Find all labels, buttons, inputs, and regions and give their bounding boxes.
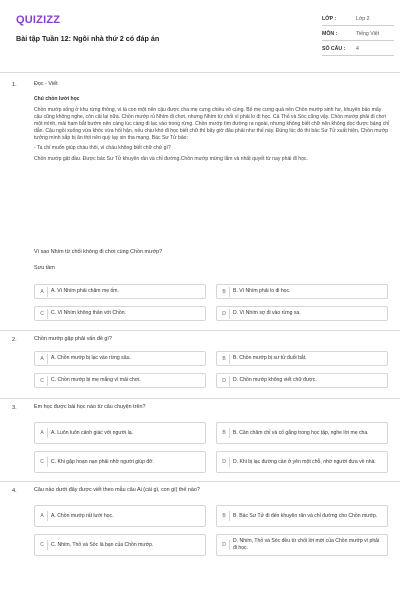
passage-paragraph: Chồn mướp sống ở khu rừng thông, vì là con một nên cậu được cha mẹ cưng chiều vô cùng. Bố mẹ cưng quá nên Chồn mướp sinh hư, khuyên bảo mấy cậu cũng không nghe, còn cãi lại nữa. Chồn mướp rủ Nhím đi chơi, nhưng Nhím từ chối vì phải lo đi học. Cả Thỏ và Sóc cũng vậy. Chồn mướp phải đi chơi một mình, mải ham bắt bướm nên càng lúc càng đi lạc vào trong rừng. Chồn mướp tìm đường ra ngoài, nhưng không biết chữ nên không đọc được bảng chỉ dẫn. Cậu ngồi xuống vừa khóc vừa hối hận, nếu chịu khó đi học biết chữ thì bây giờ đâu phải như thế này. Đúng lúc đó thì bác Sư Tử xuất hiện, Chồn mướp tưởng mình sắp bị ăn thịt nên quỳ lạy xin tha mạng. Bác Sư Tử bảo: xyxy=(34,106,390,141)
option-letter: A xyxy=(37,511,48,521)
option-letter: C xyxy=(37,457,48,467)
option-letter: A xyxy=(37,354,48,364)
question-divider xyxy=(0,398,400,399)
question-number: 4. xyxy=(12,488,17,494)
question-text: Chồn mướp gặp phải vấn đề gì? xyxy=(34,336,112,342)
meta-table xyxy=(322,12,394,62)
option-letter: D xyxy=(219,540,230,550)
question-number: 1. xyxy=(12,82,17,88)
option-text: B. Chồn mướp bị sư tử đuổi bắt. xyxy=(233,355,307,362)
option-text: B. Bác Sư Tử đi đến khuyên răn và chỉ đường cho Chồn mướp. xyxy=(233,512,378,519)
option-letter: D xyxy=(219,376,230,386)
option-letter: C xyxy=(37,376,48,386)
option-letter: A xyxy=(37,287,48,297)
option-text: A. Luôn luôn cảnh giác với người lạ. xyxy=(51,429,134,436)
option-text: D. Chồn mướp không viết chữ được. xyxy=(233,377,317,384)
question-text: Vì sao Nhím từ chối không đi chơi cùng Chồn mướp? xyxy=(34,249,163,255)
answer-option[interactable] xyxy=(34,373,206,388)
answer-option[interactable] xyxy=(34,451,206,473)
answer-option[interactable] xyxy=(34,422,206,444)
answer-option[interactable] xyxy=(34,351,206,366)
passage-title: Chú chồn lười học xyxy=(34,96,80,102)
answer-option[interactable] xyxy=(216,306,388,321)
quizizz-logo: QUIZIZZ xyxy=(16,14,61,26)
option-letter: D xyxy=(219,309,230,319)
answer-option[interactable] xyxy=(34,505,206,527)
option-letter: B xyxy=(219,428,230,438)
meta-count-key: SỐ CÂU : xyxy=(322,46,346,52)
answer-option[interactable] xyxy=(216,351,388,366)
answer-option[interactable] xyxy=(216,373,388,388)
answer-option[interactable] xyxy=(216,284,388,299)
meta-divider xyxy=(322,25,394,26)
option-text: C. Vì Nhím không thân với Chồn. xyxy=(51,310,126,317)
option-letter: C xyxy=(37,309,48,319)
worksheet-header xyxy=(0,0,400,64)
answer-option[interactable] xyxy=(216,422,388,444)
meta-subject-value: Tiếng Việt xyxy=(356,31,380,37)
question-source: Sưu tầm xyxy=(34,265,55,271)
answer-option[interactable] xyxy=(216,505,388,527)
option-letter: A xyxy=(37,428,48,438)
option-text: D. Khi bị lạc đường cần ở yên một chỗ, nhờ người đưa về nhà. xyxy=(233,458,376,465)
answer-option[interactable] xyxy=(216,451,388,473)
meta-class-key: LỚP : xyxy=(322,16,337,22)
option-text: B. Vì Nhím phải lo đi học. xyxy=(233,288,291,295)
answer-option[interactable] xyxy=(216,534,388,556)
passage-paragraph: - Ta chỉ muốn giúp cháu thôi, vì cháu không biết chữ chứ gì? xyxy=(34,145,171,152)
question-number: 2. xyxy=(12,337,17,343)
question-label: Đọc - Viết xyxy=(34,81,58,87)
option-letter: D xyxy=(219,457,230,467)
reading-passage xyxy=(34,96,390,167)
worksheet-title: Bài tập Tuần 12: Ngôi nhà thứ 2 có đáp án xyxy=(16,34,160,43)
question-text: Em học được bài học nào từ câu chuyện trên? xyxy=(34,404,146,410)
meta-count-value: 4 xyxy=(356,46,359,52)
option-text: D. Vì Nhím sợ đi vào rừng xa. xyxy=(233,310,301,317)
question-text: Câu nào dưới đây được viết theo mẫu câu Ai (cái gì, con gì) thế nào? xyxy=(34,487,200,493)
option-text: A. Chồn mướp rất lười học. xyxy=(51,512,114,519)
question-divider xyxy=(0,330,400,331)
option-text: C. Chồn mướp bị mẹ mắng vì mải chơi. xyxy=(51,377,141,384)
option-text: A. Vì Nhím phải chăm mẹ ốm. xyxy=(51,288,119,295)
option-letter: C xyxy=(37,540,48,550)
answer-option[interactable] xyxy=(34,306,206,321)
option-text: B. Cần chăm chỉ và cố gắng trong học tập, nghe lời mẹ cha. xyxy=(233,429,369,436)
option-text: A. Chồn mướp bị lạc vào rừng sâu. xyxy=(51,355,131,362)
option-text: C. Nhím, Thỏ và Sóc là bạn của Chồn mướp. xyxy=(51,541,154,548)
meta-divider xyxy=(322,55,394,56)
answer-option[interactable] xyxy=(34,284,206,299)
option-text: D. Nhím, Thỏ và Sóc đều từ chối lời mời của Chồn mướp vì phải đi học. xyxy=(233,538,380,551)
option-letter: B xyxy=(219,354,230,364)
meta-class-value: Lớp 2 xyxy=(356,16,370,22)
question-divider xyxy=(0,481,400,482)
passage-paragraph: Chồn mướp gật đầu. Được bác Sư Tử khuyên răn và chỉ đường.Chồn mướp mừng lắm và nhất quyết từ nay phải đi học. xyxy=(34,156,308,163)
meta-subject-key: MÔN : xyxy=(322,31,338,37)
option-letter: B xyxy=(219,511,230,521)
option-letter: B xyxy=(219,287,230,297)
question-number: 3. xyxy=(12,405,17,411)
answer-option[interactable] xyxy=(34,534,206,556)
option-text: C. Khi gặp hoạn nạn phải nhờ người giúp đỡ. xyxy=(51,458,154,465)
header-divider xyxy=(0,72,400,73)
meta-divider xyxy=(322,40,394,41)
